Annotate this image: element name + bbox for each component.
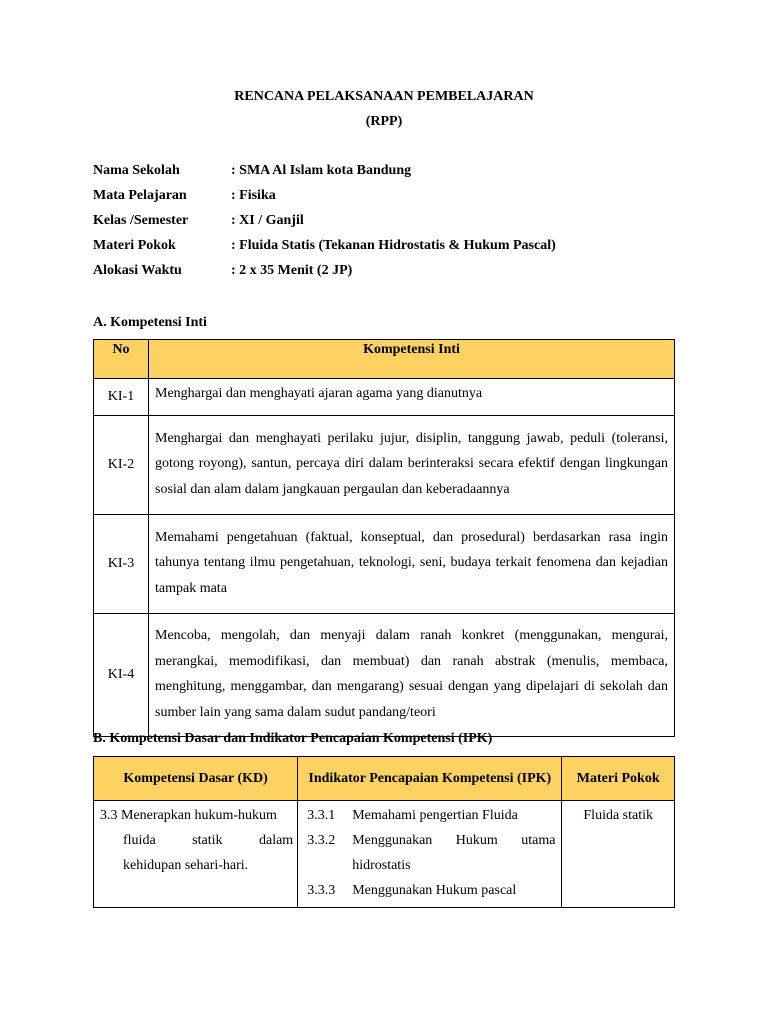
- section-b-heading: B. Kompetensi Dasar dan Indikator Pencapaian Kompetensi (IPK): [93, 731, 493, 746]
- table-row: [94, 416, 675, 515]
- ipk-number: 3.3.3: [307, 883, 336, 898]
- ipk-number: 3.3.1: [307, 808, 336, 823]
- header-kd: Kompetensi Dasar (KD): [94, 757, 298, 801]
- ipk-text: Menggunakan Hukum utama hidrostatis: [352, 833, 556, 873]
- identity-label: Alokasi Waktu: [93, 263, 182, 278]
- kd-line: fluida statik dalam: [123, 833, 294, 848]
- kompetensi-inti-table: [93, 339, 675, 737]
- header-materi: Materi Pokok: [562, 757, 675, 801]
- kd-line: kehidupan sehari-hari.: [123, 858, 249, 873]
- identity-row-subject: [93, 188, 556, 213]
- ki-description: Menghargai dan menghayati perilaku jujur, disiplin, tanggung jawab, peduli (toleransi, gotong royong), santun, percaya diri dalam berinteraksi secara efektif dengan lingkungan sosial dan alam dalam jangkauan pergaulan dan keberadaannya: [149, 416, 675, 515]
- table-row: [94, 515, 675, 614]
- header-kompetensi-inti: Kompetensi Inti: [149, 340, 675, 379]
- identity-label: Kelas /Semester: [93, 213, 189, 228]
- identity-value: : XI / Ganjil: [231, 213, 304, 228]
- section-a-heading: A. Kompetensi Inti: [93, 315, 207, 330]
- table-row: [94, 801, 675, 908]
- identity-value: : Fisika: [231, 188, 276, 203]
- kompetensi-dasar-table: [93, 756, 675, 908]
- ipk-cell: [298, 801, 562, 908]
- identity-value: : Fluida Statis (Tekanan Hidrostatis & Hukum Pascal): [231, 238, 556, 253]
- ipk-text: Memahami pengertian Fluida: [352, 808, 518, 823]
- ki-description: Memahami pengetahuan (faktual, konseptual, dan prosedural) berdasarkan rasa ingin tahunya tentang ilmu pengetahuan, teknologi, seni, budaya terkait fenomena dan kejadian tampak mata: [149, 515, 675, 614]
- header-no: No: [94, 340, 149, 379]
- identity-row-school: [93, 163, 556, 188]
- table-header-row: [94, 757, 675, 801]
- table-row: [94, 614, 675, 737]
- ipk-item: [307, 878, 555, 903]
- identity-label: Materi Pokok: [93, 238, 176, 253]
- identity-value: : SMA Al Islam kota Bandung: [231, 163, 412, 178]
- ki-description: Menghargai dan menghayati ajaran agama yang dianutnya: [149, 379, 675, 416]
- identity-value: : 2 x 35 Menit (2 JP): [231, 263, 353, 278]
- identity-row-time: [93, 263, 556, 288]
- document-subtitle: (RPP): [365, 114, 403, 129]
- identity-block: [93, 163, 556, 288]
- identity-label: Mata Pelajaran: [93, 188, 187, 203]
- ki-number: KI-2: [94, 416, 149, 515]
- ki-number: KI-4: [94, 614, 149, 737]
- identity-row-class: [93, 213, 556, 238]
- identity-row-topic: [93, 238, 556, 263]
- ki-number: KI-3: [94, 515, 149, 614]
- ki-description: Mencoba, mengolah, dan menyaji dalam ranah konkret (menggunakan, mengurai, merangkai, memodifikasi, dan membuat) dan ranah abstrak (menulis, membaca, menghitung, menggambar, dan mengarang) sesuai dengan yang dipelajari di sekolah dan sumber lain yang sama dalam sudut pandang/teori: [149, 614, 675, 737]
- kd-line: 3.3 Menerapkan hukum-hukum: [100, 808, 277, 823]
- ipk-item: [307, 803, 555, 828]
- kd-cell: [94, 801, 298, 908]
- table-row: [94, 379, 675, 416]
- ipk-item: [307, 828, 555, 878]
- ipk-number: 3.3.2: [307, 833, 336, 848]
- materi-cell: Fluida statik: [562, 801, 675, 908]
- document-title: RENCANA PELAKSANAAN PEMBELAJARAN: [234, 89, 534, 104]
- ipk-text: Menggunakan Hukum pascal: [352, 883, 517, 898]
- identity-label: Nama Sekolah: [93, 163, 180, 178]
- ki-number: KI-1: [94, 379, 149, 416]
- header-ipk: Indikator Pencapaian Kompetensi (IPK): [298, 757, 562, 801]
- table-header-row: [94, 340, 675, 379]
